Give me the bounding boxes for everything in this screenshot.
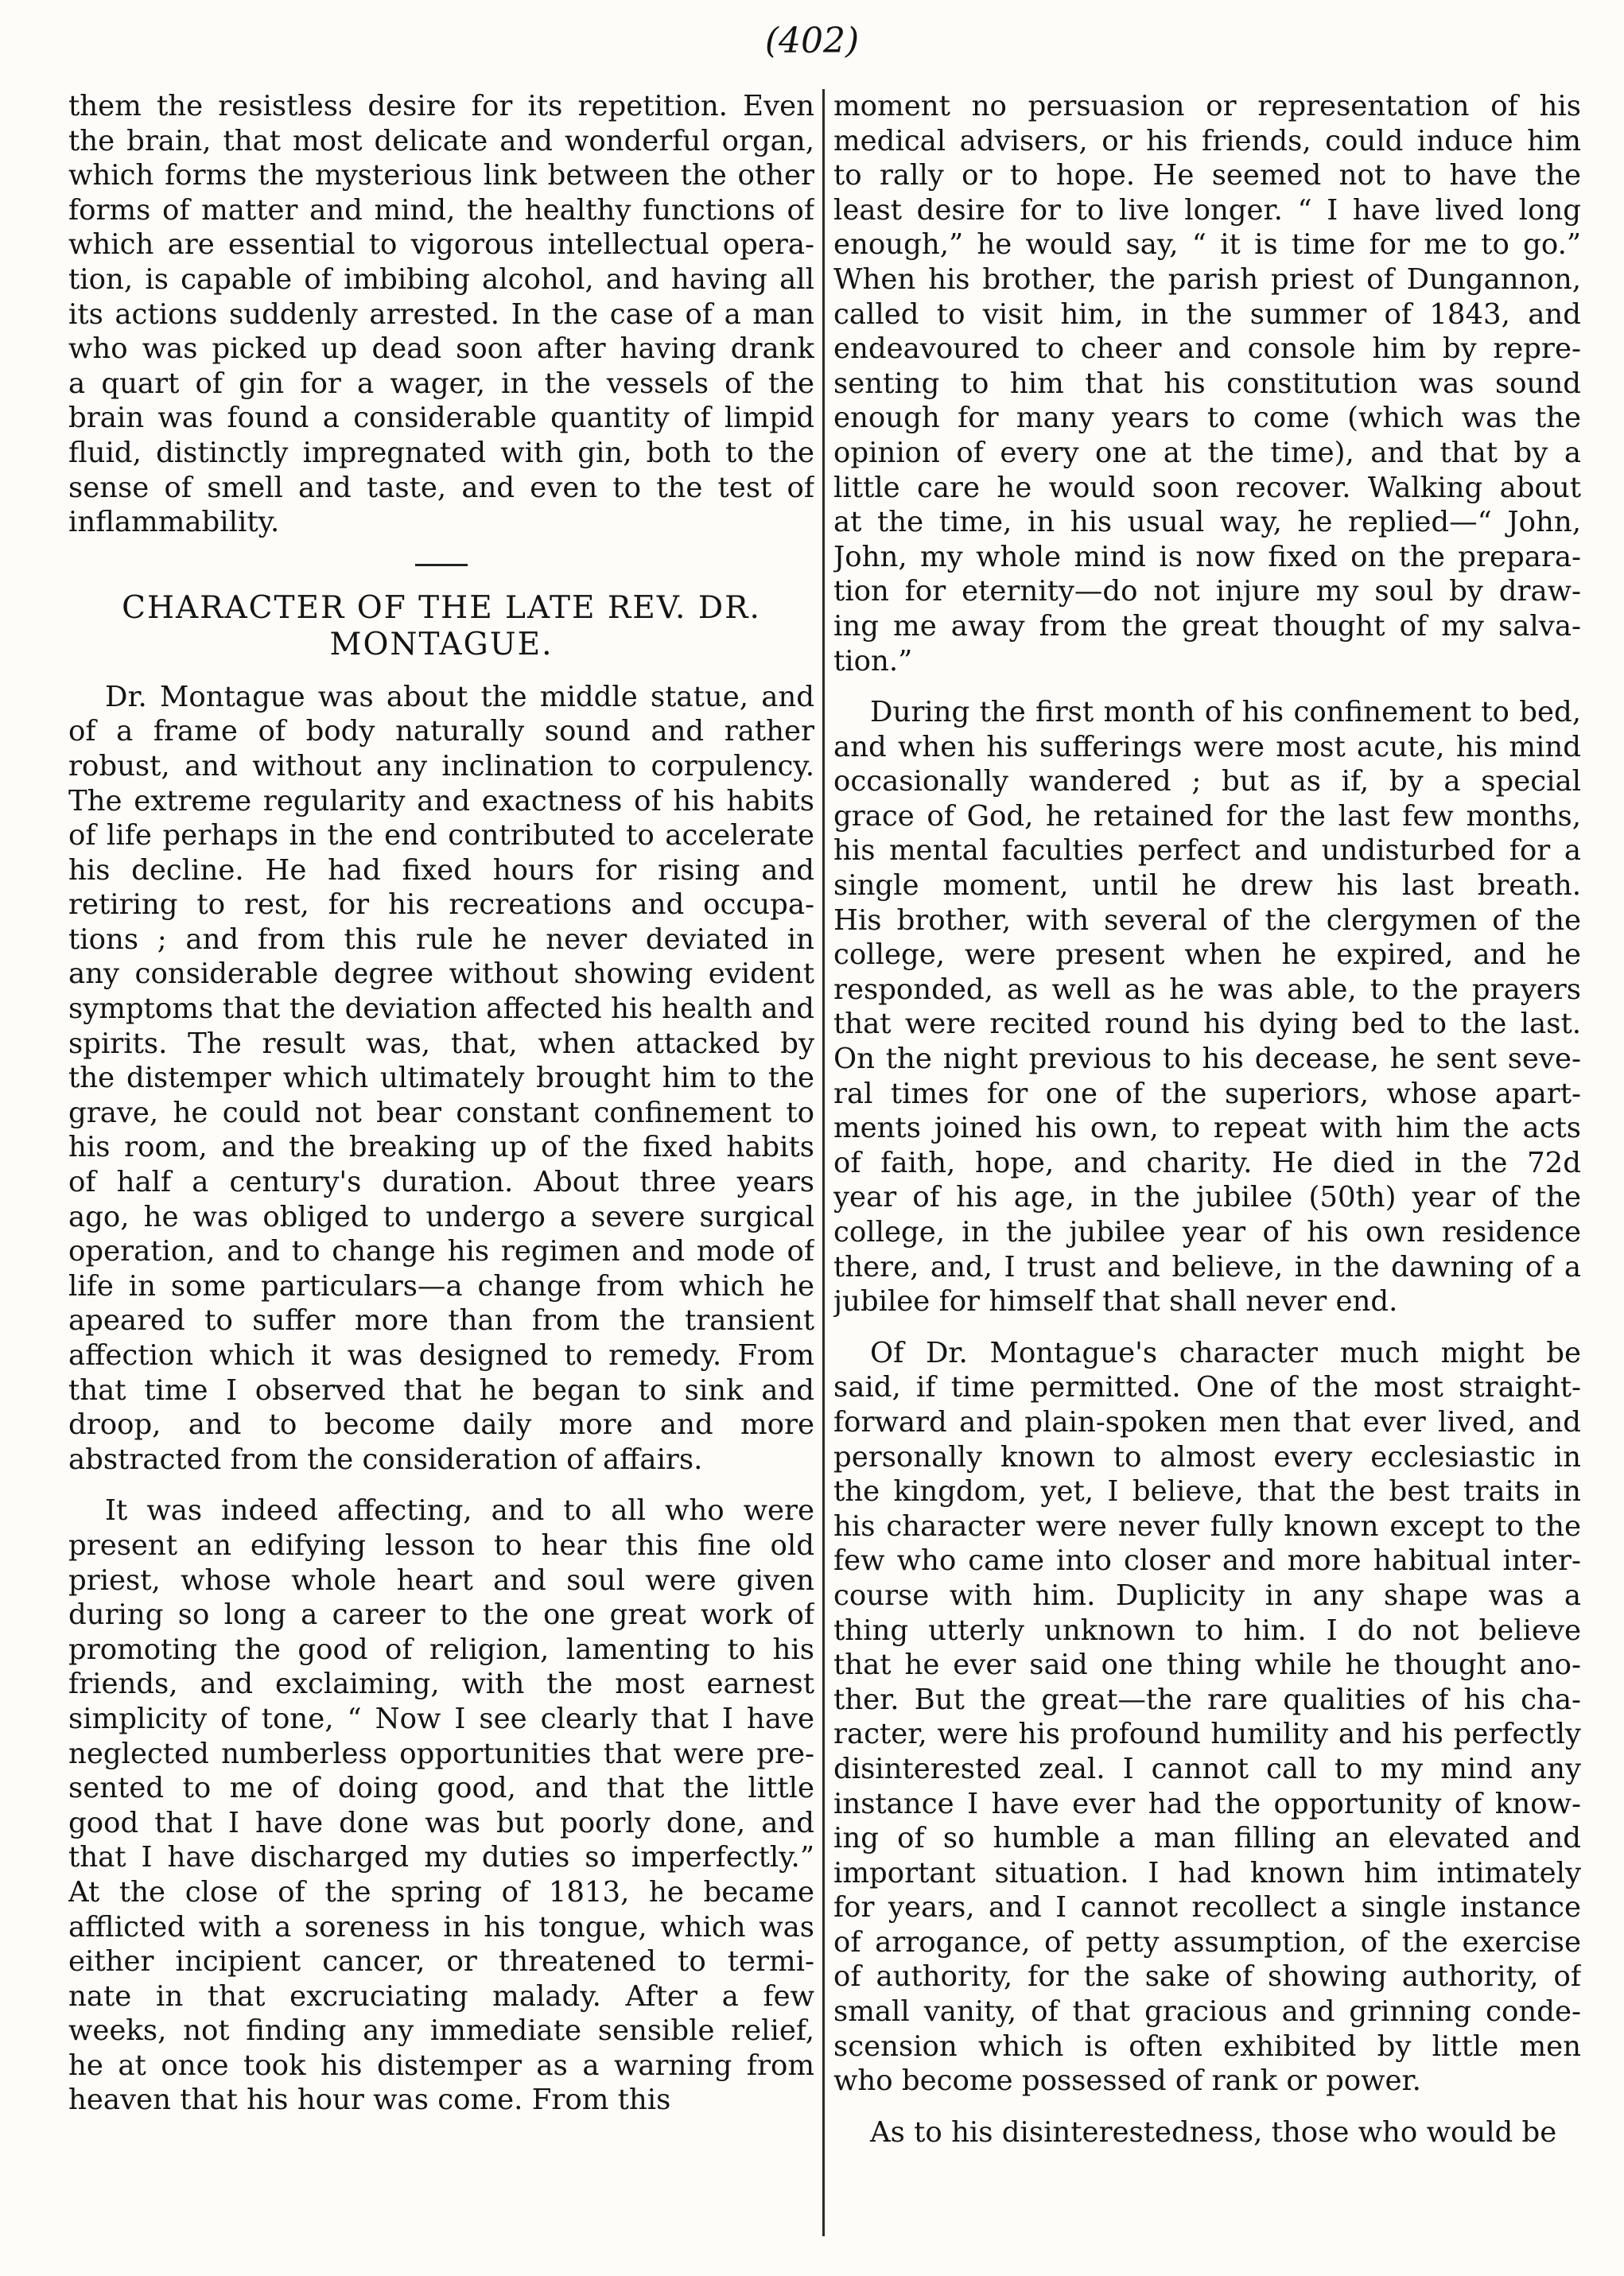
text-line: robust, and without any inclination to corpulency.: [68, 749, 814, 783]
text-line: medical advisers, or his friends, could induce him: [833, 124, 1581, 157]
text-line: symptoms that the deviation affected his health and: [68, 992, 814, 1026]
text-line: said, if time permitted. One of the most straight-: [833, 1371, 1581, 1404]
text-line: promoting the good of religion, lamenting to his: [68, 1633, 814, 1666]
text-line: enough,” he would say, “ it is time for me to go.”: [833, 228, 1581, 262]
paragraph-gap: [833, 2099, 1581, 2115]
text-line: retiring to rest, for his recreations and occupa-: [68, 888, 814, 922]
text-line: neglected numberless opportunities that were pre-: [68, 1737, 814, 1770]
text-line: the distemper which ultimately brought him to the: [68, 1062, 814, 1095]
paragraph-character: [833, 1336, 1581, 2099]
heading-line: MONTAGUE.: [329, 626, 554, 662]
text-line: operation, and to change his regimen and mode of: [68, 1235, 814, 1268]
page-number: (402): [764, 21, 860, 61]
text-line: college, were present when he expired, and he: [833, 938, 1581, 972]
text-line: for years, and I cannot recollect a single instance: [833, 1891, 1581, 1925]
text-line: least desire for to live longer. “ I have lived long: [833, 193, 1581, 227]
text-line: Dr. Montague was about the middle statue, and: [105, 680, 814, 713]
text-line: tion for eternity—do not injure my soul by draw-: [833, 575, 1581, 608]
text-line: that he ever said one thing while he thought ano-: [833, 1649, 1581, 1682]
text-line: either incipient cancer, or threatened to termi-: [68, 1945, 814, 1979]
heading-gap: [68, 663, 814, 680]
text-line: forms of matter and mind, the healthy functions of: [68, 193, 814, 227]
text-line: during so long a career to the one great work of: [68, 1598, 814, 1632]
text-line: John, my whole mind is now fixed on the prepara-: [833, 540, 1581, 573]
column-rule: [822, 89, 825, 2236]
text-line: few who came into closer and more habitual inter-: [833, 1544, 1581, 1578]
text-line: which are essential to vigorous intellectual opera-: [68, 228, 814, 262]
text-line: college, in the jubilee year of his own residence: [833, 1216, 1581, 1249]
text-line: It was indeed affecting, and to all who were: [105, 1494, 814, 1528]
text-line: that time I observed that he began to sink and: [68, 1373, 814, 1407]
paragraph-gap: [833, 1319, 1581, 1336]
text-line: nate in that excruciating malady. After a few: [68, 1979, 814, 2013]
text-line: present an edifying lesson to hear this fine old: [68, 1528, 814, 1562]
text-line: of authority, for the sake of showing authority, of: [833, 1960, 1581, 1994]
text-line: single moment, until he drew his last breath.: [833, 869, 1581, 903]
text-line: At the close of the spring of 1813, he became: [68, 1875, 814, 1909]
text-line: personally known to almost every ecclesiastic in: [833, 1440, 1581, 1474]
text-line: fluid, distinctly impregnated with gin, both to the: [68, 436, 814, 469]
text-line: heaven that his hour was come. From this: [68, 2084, 671, 2117]
text-line: moment no persuasion or representation of his: [833, 90, 1581, 122]
text-line: his mental faculties perfect and undisturbed for a: [833, 834, 1581, 868]
text-line: little care he would soon recover. Walking about: [833, 471, 1581, 504]
text-line: his room, and the breaking up of the fixed habits: [68, 1131, 814, 1164]
text-line: forward and plain-spoken men that ever lived, and: [833, 1405, 1581, 1439]
text-line: occasionally wandered ; but as if, by a special: [833, 765, 1581, 798]
text-line: ing me away from the great thought of my salva-: [833, 609, 1581, 643]
text-line: Of Dr. Montague's character much might be: [870, 1336, 1581, 1369]
text-line: friends, and exclaiming, with the most earnest: [68, 1668, 814, 1701]
text-line: endeavoured to cheer and console him by repre-: [833, 332, 1581, 366]
text-line: that I have discharged my duties so imperfectly.”: [68, 1841, 814, 1874]
text-line: opinion of every one at the time), and that by a: [833, 436, 1581, 469]
text-line: tions ; and from this rule he never deviated in: [68, 922, 814, 956]
text-line: life in some particulars—a change from which he: [68, 1269, 814, 1303]
text-line: a quart of gin for a wager, in the vessels of the: [68, 367, 814, 400]
text-line: responded, as well as he was able, to the prayers: [833, 973, 1581, 1006]
text-line: to rally or to hope. He seemed not to have the: [833, 159, 1581, 192]
text-line: thing utterly unknown to him. I do not believe: [833, 1614, 1581, 1647]
text-line: there, and, I trust and believe, in the dawning of a: [833, 1250, 1581, 1284]
text-line: of half a century's duration. About three years: [68, 1166, 814, 1199]
text-line: tion, is capable of imbibing alcohol, and having all: [68, 262, 814, 296]
text-line: enough for many years to come (which was the: [833, 402, 1581, 435]
text-line: priest, whose whole heart and soul were given: [68, 1563, 814, 1597]
paragraph-gap: [68, 1477, 814, 1493]
text-line: at the time, in his usual way, he replied—“ John,: [833, 506, 1581, 539]
text-line: weeks, not finding any immediate sensible relief,: [68, 2014, 814, 2048]
text-line: sense of smell and taste, and even to the test of: [68, 471, 814, 504]
text-line: small vanity, of that gracious and grinning conde-: [833, 1995, 1581, 2029]
text-line: important situation. I had known him intimately: [833, 1856, 1581, 1890]
text-line: When his brother, the parish priest of Dungannon,: [833, 262, 1581, 296]
text-line: brain was found a considerable quantity of limpid: [68, 402, 814, 435]
text-line: the kingdom, yet, I believe, that the best traits in: [833, 1475, 1581, 1509]
text-line: good that I have done was but poorly done, and: [68, 1806, 814, 1839]
text-line: His brother, with several of the clergymen of the: [833, 903, 1581, 937]
text-line: called to visit him, in the summer of 1843, and: [833, 297, 1581, 331]
text-line: ago, he was obliged to undergo a severe surgical: [68, 1200, 814, 1233]
text-line: affection which it was designed to remedy. From: [68, 1339, 814, 1372]
text-line: his character were never fully known except to the: [833, 1509, 1581, 1543]
paragraph-confinement: [833, 695, 1581, 1319]
text-line: instance I have ever had the opportunity of know-: [833, 1787, 1581, 1820]
text-line: that were recited round his dying bed to the last.: [833, 1008, 1581, 1041]
text-line: of arrogance, of petty assumption, of the exercise: [833, 1925, 1581, 1959]
text-line: course with him. Duplicity in any shape was a: [833, 1579, 1581, 1612]
text-line: tion.”: [833, 644, 913, 678]
text-line: ing of so humble a man filling an elevated and: [833, 1822, 1581, 1855]
text-line: he at once took his distemper as a warning from: [68, 2049, 814, 2082]
paragraph-affecting: [68, 1493, 814, 2118]
text-line: inflammability.: [68, 506, 280, 539]
text-line: On the night previous to his decease, he sent seve-: [833, 1043, 1581, 1076]
text-line: spirits. The result was, that, when attacked by: [68, 1027, 814, 1060]
text-line: racter, were his profound humility and his perfectly: [833, 1718, 1581, 1751]
text-line: of faith, hope, and charity. He died in the 72d: [833, 1146, 1581, 1179]
text-line: As to his disinterestedness, those who would be: [870, 2115, 1557, 2149]
text-line: jubilee for himself that shall never end.: [833, 1285, 1398, 1319]
text-line: any considerable degree without showing evident: [68, 957, 814, 991]
text-line: abstracted from the consideration of affairs.: [68, 1443, 703, 1476]
text-line: afflicted with a soreness in his tongue, which was: [68, 1910, 814, 1944]
text-line: grace of God, he retained for the last few months,: [833, 799, 1581, 833]
text-line: senting to him that his constitution was sound: [833, 367, 1581, 400]
paragraph-alcohol-brain: [68, 89, 814, 540]
text-line: who was picked up dead soon after having drank: [68, 332, 814, 366]
paragraph-disinterestedness: [833, 2115, 1581, 2150]
text-line: apeared to suffer more than from the transient: [68, 1304, 814, 1338]
text-line: who become possessed of rank or power.: [833, 2064, 1421, 2098]
paragraph-moment: [833, 89, 1581, 678]
text-line: his decline. He had fixed hours for rising and: [68, 853, 814, 887]
section-separator: [415, 564, 468, 566]
text-line: ther. But the great—the rare qualities of his cha-: [833, 1683, 1581, 1716]
text-line: of a frame of body naturally sound and rather: [68, 715, 814, 748]
heading-line: CHARACTER OF THE LATE REV. DR.: [122, 589, 761, 626]
paragraph-gap: [833, 678, 1581, 695]
left-column: [68, 89, 814, 2118]
text-line: the brain, that most delicate and wonderful organ,: [68, 124, 814, 157]
text-line: sented to me of doing good, and that the little: [68, 1772, 814, 1805]
text-line: During the first month of his confinement to bed,: [870, 696, 1581, 729]
text-line: year of his age, in the jubilee (50th) year of the: [833, 1181, 1581, 1214]
text-line: ral times for one of the superiors, whose apart-: [833, 1077, 1581, 1110]
paragraph-description: [68, 680, 814, 1478]
text-line: droop, and to become daily more and more: [68, 1408, 814, 1442]
text-line: scension which is often exhibited by little men: [833, 2029, 1581, 2063]
text-line: its actions suddenly arrested. In the case of a man: [68, 297, 814, 331]
text-line: which forms the mysterious link between the other: [68, 159, 814, 192]
text-line: disinterested zeal. I cannot call to my mind any: [833, 1752, 1581, 1785]
text-line: of life perhaps in the end contributed to accelerate: [68, 819, 814, 853]
text-line: them the resistless desire for its repetition. Even: [68, 90, 814, 122]
text-line: The extreme regularity and exactness of his habits: [68, 784, 814, 818]
text-line: grave, he could not bear constant confinement to: [68, 1096, 814, 1129]
text-line: and when his sufferings were most acute, his mind: [833, 730, 1581, 763]
article-heading: [68, 590, 814, 663]
text-line: simplicity of tone, “ Now I see clearly that I have: [68, 1702, 814, 1735]
text-line: ments joined his own, to repeat with him the acts: [833, 1112, 1581, 1145]
right-column: [833, 89, 1581, 2150]
